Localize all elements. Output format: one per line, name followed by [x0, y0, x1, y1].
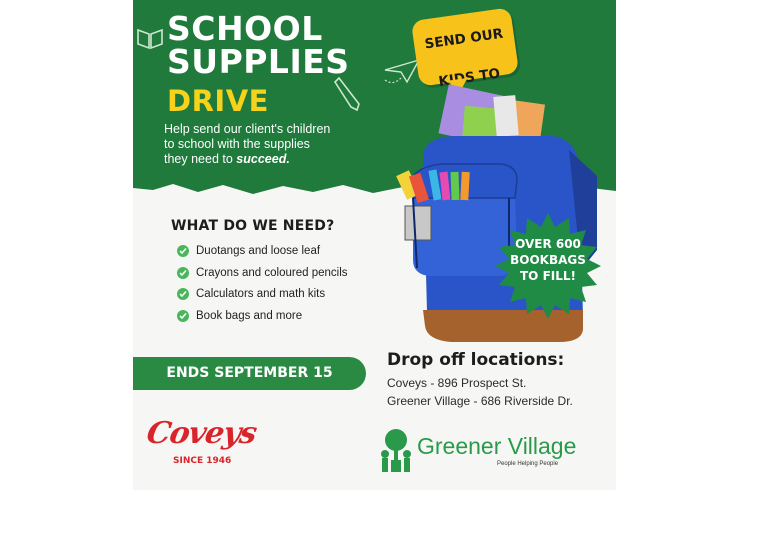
coveys-since: SINCE 1946	[173, 456, 232, 466]
burst-text	[495, 236, 601, 284]
page-title	[167, 9, 350, 118]
checkmark-icon	[177, 267, 189, 279]
subtitle	[164, 122, 374, 167]
greener-village-wordmark: Greener Village	[417, 433, 577, 459]
subtitle-emphasis: succeed.	[236, 152, 290, 166]
title-line-2: SUPPLIES	[167, 42, 350, 81]
checkmark-icon	[177, 310, 189, 322]
send-kids-tag	[411, 7, 519, 90]
coveys-logo	[143, 416, 259, 476]
tag-line-1: SEND OUR	[423, 25, 505, 53]
list-item-label: Calculators and math kits	[196, 288, 326, 300]
title-line-3: DRIVE	[167, 84, 269, 118]
subtitle-line-1: Help send our client's children	[164, 122, 331, 136]
ends-date-banner: ENDS SEPTEMBER 15	[133, 357, 366, 390]
subtitle-line-2: to school with the supplies	[164, 137, 310, 151]
tag-line-2: KIDS TO	[437, 65, 502, 90]
drop-off-location: Greener Village - 686 Riverside Dr.	[387, 394, 573, 408]
coveys-wordmark: Coveys	[143, 416, 259, 451]
burst-line-1: OVER 600	[515, 237, 581, 251]
list-item	[177, 308, 348, 330]
title-line-1: SCHOOL	[167, 9, 323, 48]
greener-village-logo	[377, 428, 611, 476]
tree-people-icon	[377, 428, 415, 474]
list-item-label: Book bags and more	[196, 309, 303, 322]
needs-heading: WHAT DO WE NEED?	[171, 218, 335, 234]
subtitle-line-3: they need to	[164, 152, 233, 166]
list-item	[177, 265, 348, 287]
checkmark-icon	[177, 245, 189, 257]
checkmark-icon	[177, 288, 189, 300]
drop-off-heading: Drop off locations:	[387, 350, 565, 370]
greener-village-tagline: People Helping People	[497, 461, 559, 467]
needs-list	[177, 243, 348, 329]
list-item	[177, 243, 348, 265]
drop-off-location: Coveys - 896 Prospect St.	[387, 376, 527, 390]
list-item	[177, 286, 348, 308]
list-item-label: Crayons and coloured pencils	[196, 266, 348, 279]
list-item-label: Duotangs and loose leaf	[196, 245, 321, 257]
open-book-icon	[135, 22, 165, 52]
poster	[133, 0, 616, 490]
burst-line-3: TO FILL!	[520, 269, 576, 283]
burst-line-2: BOOKBAGS	[510, 253, 586, 267]
